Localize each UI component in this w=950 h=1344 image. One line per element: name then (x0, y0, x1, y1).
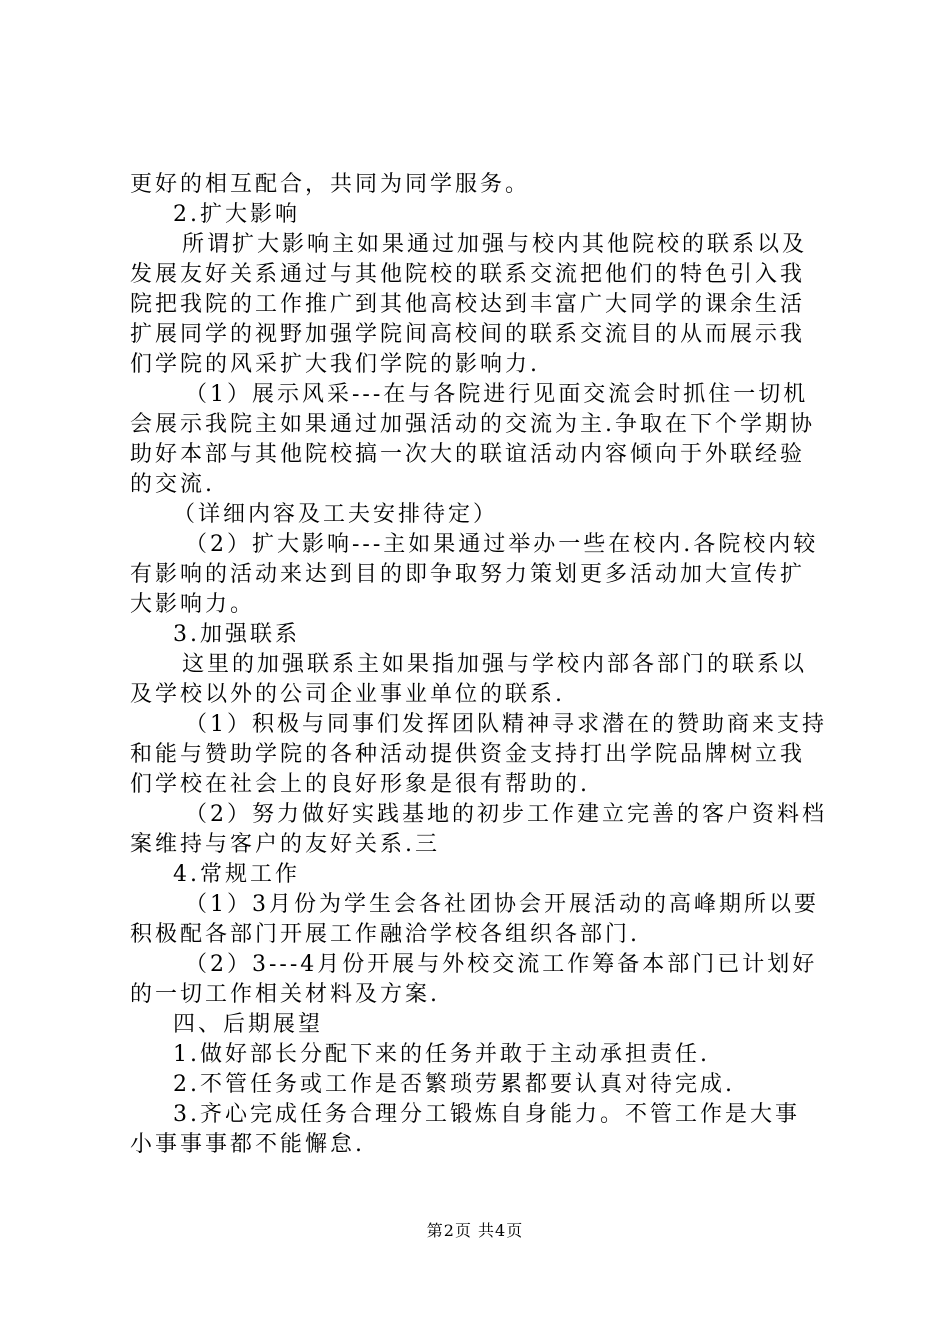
text-line: 案维持与客户的友好关系.三 (130, 832, 440, 857)
text-line: 更好的相互配合，共同为同学服务。 (130, 172, 531, 197)
text-line: 大影响力。 (130, 592, 256, 617)
text-line: 四、后期展望 (173, 1012, 324, 1037)
text-line: 扩展同学的视野加强学院间高校间的联系交流目的从而展示我 (130, 322, 806, 347)
text-line: 们学校在社会上的良好形象是很有帮助的. (130, 772, 590, 797)
text-line: 4.常规工作 (173, 862, 300, 887)
text-line: （2）3---4月份开展与外校交流工作筹备本部门已计划好 (185, 952, 818, 977)
text-line: 有影响的活动来达到目的即争取努力策划更多活动加大宣传扩 (130, 562, 806, 587)
text-line: （1）展示风采---在与各院进行见面交流会时抓住一切机 (185, 382, 809, 407)
text-line: 小事事事都不能懈怠. (130, 1132, 365, 1157)
text-line: 会展示我院主如果通过加强活动的交流为主.争取在下个学期协 (130, 412, 815, 437)
text-line: 和能与赞助学院的各种活动提供资金支持打出学院品牌树立我 (130, 742, 806, 767)
text-line: 院把我院的工作推广到其他高校达到丰富广大同学的课余生活 (130, 292, 806, 317)
text-line: （2）扩大影响---主如果通过举办一些在校内.各院校内较 (185, 532, 819, 557)
text-line: 所谓扩大影响主如果通过加强与校内其他院校的联系以及 (182, 232, 808, 257)
text-line: 这里的加强联系主如果指加强与学校内部各部门的联系以 (182, 652, 808, 677)
page-footer (0, 1218, 950, 1241)
text-line: 3.加强联系 (173, 622, 300, 647)
text-line: 们学院的风采扩大我们学院的影响力. (130, 352, 540, 377)
text-line: （1）积极与同事们发挥团队精神寻求潜在的赞助商来支持 (185, 712, 827, 737)
text-line: 的交流. (130, 472, 215, 497)
text-line: 3.齐心完成任务合理分工锻炼自身能力。不管工作是大事 (173, 1102, 800, 1127)
text-line: 发展友好关系通过与其他院校的联系交流把他们的特色引入我 (130, 262, 806, 287)
text-line: （1）3月份为学生会各社团协会开展活动的高峰期所以要 (185, 892, 819, 917)
page-number-label: 第2页 共4页 (426, 1221, 524, 1240)
text-line: 助好本部与其他院校搞一次大的联谊活动内容倾向于外联经验 (130, 442, 806, 467)
text-line: 2.不管任务或工作是否繁琐劳累都要认真对待完成. (173, 1072, 735, 1097)
text-line: （详细内容及工夫安排待定） (173, 502, 499, 527)
text-line: （2）努力做好实践基地的初步工作建立完善的客户资料档 (185, 802, 827, 827)
text-line: 及学校以外的公司企业事业单位的联系. (130, 682, 565, 707)
document-body (130, 170, 830, 1160)
text-line: 积极配各部门开展工作融洽学校各组织各部门. (130, 922, 640, 947)
text-line: 1.做好部长分配下来的任务并敢于主动承担责任. (173, 1042, 710, 1067)
text-line: 的一切工作相关材料及方案. (130, 982, 440, 1007)
text-line: 2.扩大影响 (173, 202, 300, 227)
